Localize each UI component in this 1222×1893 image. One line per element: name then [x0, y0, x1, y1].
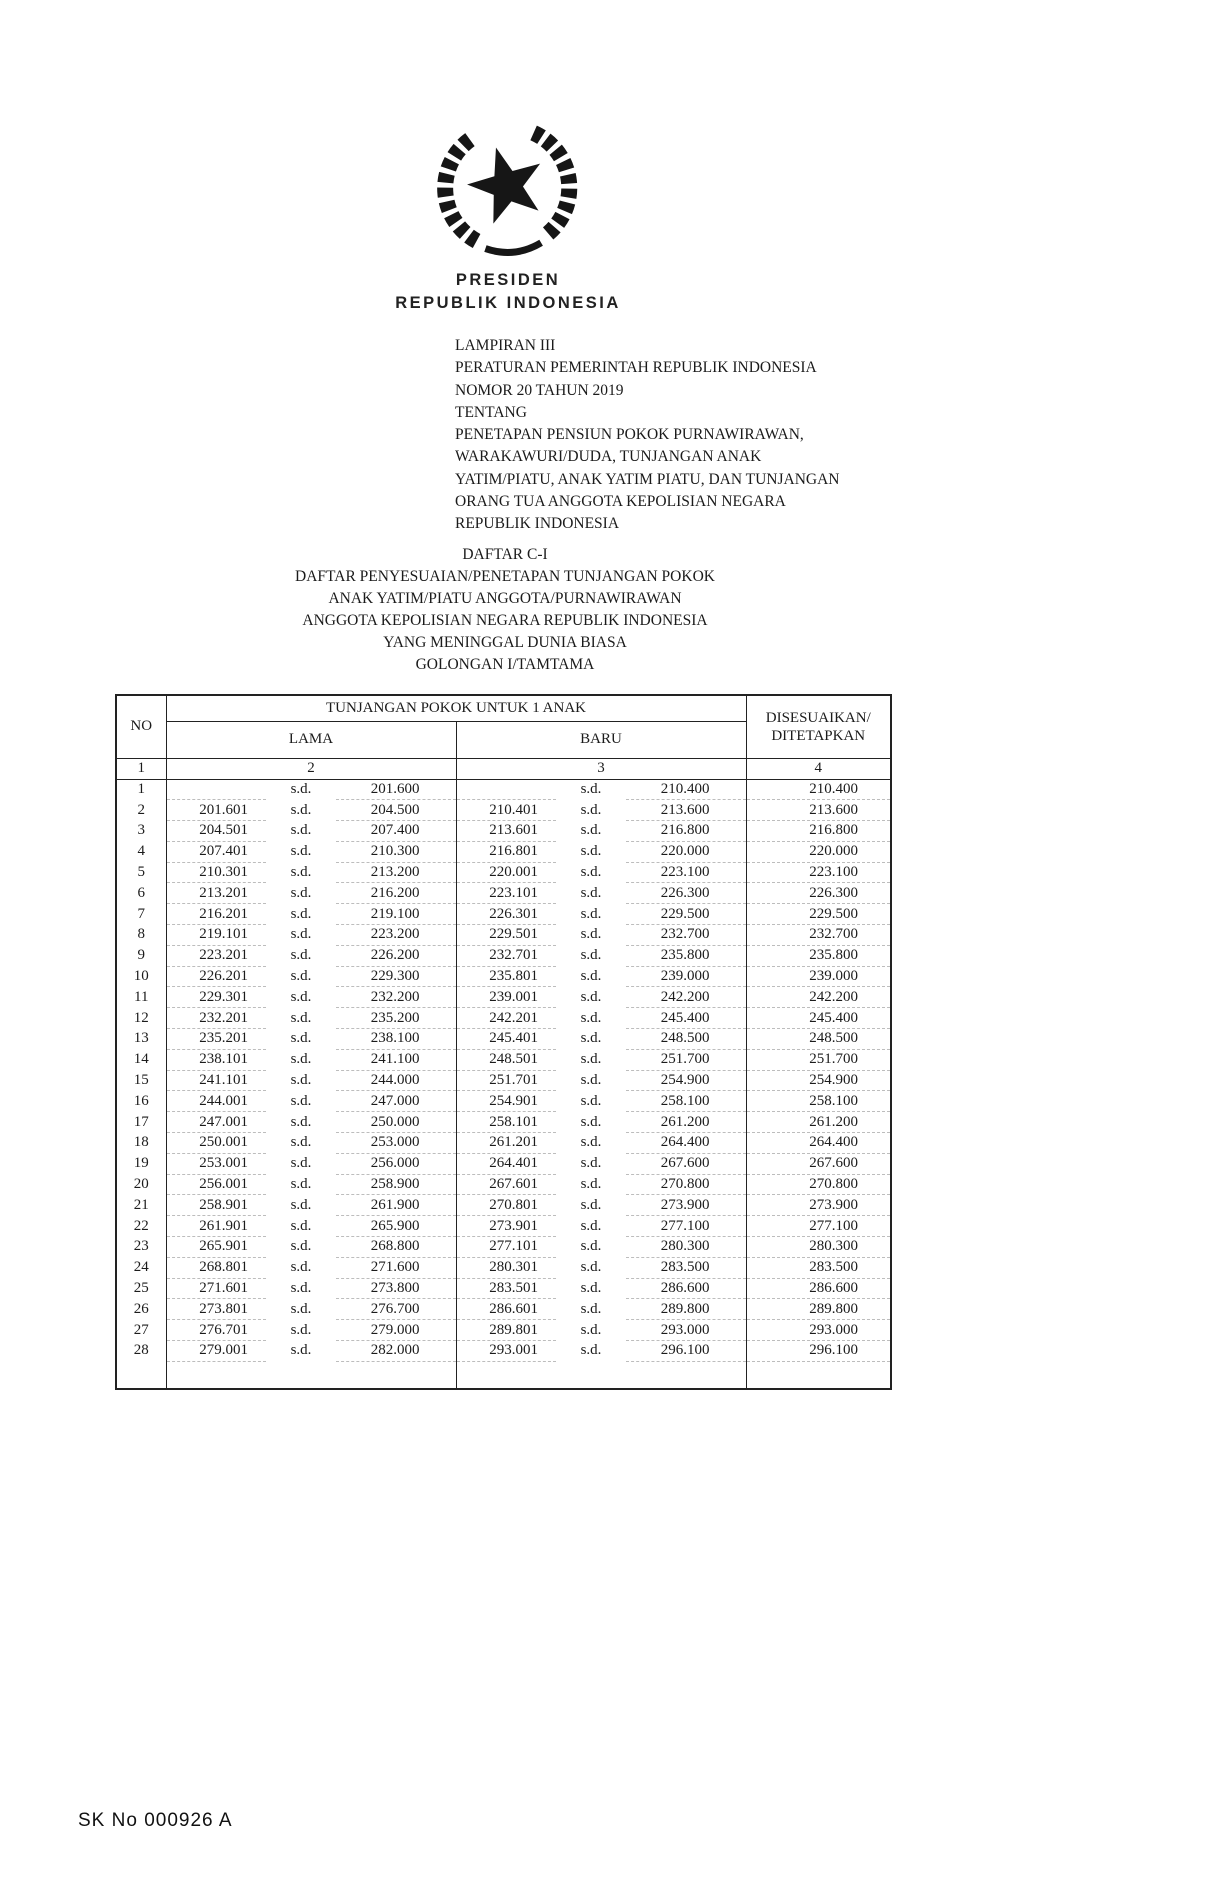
cell-baru-to: 277.100 [626, 1216, 746, 1237]
cell-baru-from: 270.801 [456, 1195, 556, 1216]
cell-disesuaikan: 293.000 [746, 1320, 891, 1341]
cell-baru-to: 226.300 [626, 883, 746, 904]
cell-disesuaikan: 239.000 [746, 966, 891, 987]
cell-baru-from: 277.101 [456, 1237, 556, 1258]
cell-baru-to: 248.500 [626, 1029, 746, 1050]
table-row [116, 1216, 891, 1237]
letterhead [0, 269, 1016, 315]
cell-lama-from: 201.601 [166, 800, 266, 821]
table-row [116, 1008, 891, 1029]
table-row [116, 1112, 891, 1133]
cell-lama-to: 213.200 [336, 862, 456, 883]
cell-disesuaikan: 280.300 [746, 1237, 891, 1258]
cell-lama-from: 223.201 [166, 945, 266, 966]
cell-lama-sd: s.d. [290, 1238, 312, 1255]
filler-cell [116, 1361, 166, 1389]
cell-lama-from: 219.101 [166, 925, 266, 946]
cell-lama-sd: s.d. [290, 1155, 312, 1172]
cell-lama-to: 238.100 [336, 1029, 456, 1050]
cell-no: 28 [116, 1341, 166, 1362]
cell-lama-sd: s.d. [290, 1300, 312, 1317]
table-row [116, 1341, 891, 1362]
cell-baru-sd: s.d. [580, 926, 602, 943]
cell-lama-sd: s.d. [290, 822, 312, 839]
cell-lama-sd: s.d. [290, 1009, 312, 1026]
cell-disesuaikan: 270.800 [746, 1174, 891, 1195]
cell-lama-from: 250.001 [166, 1133, 266, 1154]
cell-baru-from: 232.701 [456, 945, 556, 966]
table-row [116, 800, 891, 821]
cell-baru-to: 242.200 [626, 987, 746, 1008]
table-row [116, 987, 891, 1008]
cell-no: 24 [116, 1257, 166, 1278]
cell-no: 16 [116, 1091, 166, 1112]
cell-baru-sd: s.d. [580, 1176, 602, 1193]
cell-baru-to: 220.000 [626, 841, 746, 862]
cell-baru-sd: s.d. [580, 1300, 602, 1317]
filler-cell [336, 1361, 456, 1389]
cell-baru-from: 242.201 [456, 1008, 556, 1029]
cell-no: 26 [116, 1299, 166, 1320]
cell-baru-sd: s.d. [580, 947, 602, 964]
cell-disesuaikan: 296.100 [746, 1341, 891, 1362]
col-header-disesuaikan-line2: DITETAPKAN [771, 727, 866, 744]
cell-baru-sd: s.d. [580, 1009, 602, 1026]
cell-lama-from: 241.101 [166, 1070, 266, 1091]
cell-baru-to: 273.900 [626, 1195, 746, 1216]
cell-baru-from: 280.301 [456, 1257, 556, 1278]
cell-lama-from: 229.301 [166, 987, 266, 1008]
cell-no: 7 [116, 904, 166, 925]
daftar-line-5: YANG MENINGGAL DUNIA BIASA [383, 634, 627, 652]
lampiran-block [455, 335, 915, 536]
cell-no: 21 [116, 1195, 166, 1216]
table-row [116, 841, 891, 862]
cell-baru-from: 267.601 [456, 1174, 556, 1195]
cell-lama-to: 256.000 [336, 1153, 456, 1174]
cell-no: 8 [116, 925, 166, 946]
cell-baru-sd: s.d. [580, 781, 602, 798]
cell-baru-sd: s.d. [580, 968, 602, 985]
cell-baru-sd: s.d. [580, 1259, 602, 1276]
cell-baru-from: 286.601 [456, 1299, 556, 1320]
cell-baru-to: 210.400 [626, 779, 746, 800]
cell-disesuaikan: 286.600 [746, 1278, 891, 1299]
col-number-1: 1 [116, 758, 166, 779]
cell-baru-sd: s.d. [580, 1217, 602, 1234]
cell-baru-from: 245.401 [456, 1029, 556, 1050]
lampiran-line-4: TENTANG [455, 403, 527, 421]
cell-disesuaikan: 251.700 [746, 1049, 891, 1070]
table-row [116, 945, 891, 966]
cell-disesuaikan: 261.200 [746, 1112, 891, 1133]
table-row [116, 779, 891, 800]
cell-lama-from: 271.601 [166, 1278, 266, 1299]
col-header-no: NO [116, 695, 166, 758]
cell-lama-from: 261.901 [166, 1216, 266, 1237]
cell-no: 1 [116, 779, 166, 800]
lampiran-line-5: PENETAPAN PENSIUN POKOK PURNAWIRAWAN, [455, 426, 804, 444]
cell-disesuaikan: 216.800 [746, 821, 891, 842]
filler-cell [556, 1361, 626, 1389]
cell-lama-sd: s.d. [290, 1113, 312, 1130]
cell-baru-from: 210.401 [456, 800, 556, 821]
cell-baru-to: 293.000 [626, 1320, 746, 1341]
lampiran-line-7: YATIM/PIATU, ANAK YATIM PIATU, DAN TUNJANGAN [455, 470, 840, 488]
cell-disesuaikan: 289.800 [746, 1299, 891, 1320]
cell-no: 25 [116, 1278, 166, 1299]
cell-disesuaikan: 277.100 [746, 1216, 891, 1237]
cell-disesuaikan: 232.700 [746, 925, 891, 946]
lampiran-line-2: PERATURAN PEMERINTAH REPUBLIK INDONESIA [455, 359, 817, 377]
cell-baru-sd: s.d. [580, 1030, 602, 1047]
cell-no: 9 [116, 945, 166, 966]
cell-baru-sd: s.d. [580, 988, 602, 1005]
cell-baru-from: 216.801 [456, 841, 556, 862]
cell-baru-to: 235.800 [626, 945, 746, 966]
col-number-3: 3 [456, 758, 746, 779]
cell-no: 20 [116, 1174, 166, 1195]
cell-baru-from: 213.601 [456, 821, 556, 842]
cell-lama-sd: s.d. [290, 1072, 312, 1089]
cell-no: 3 [116, 821, 166, 842]
lampiran-line-1: LAMPIRAN III [455, 337, 556, 354]
cell-no: 12 [116, 1008, 166, 1029]
cell-disesuaikan: 245.400 [746, 1008, 891, 1029]
cell-lama-to: 223.200 [336, 925, 456, 946]
cell-disesuaikan: 210.400 [746, 779, 891, 800]
cell-lama-to: 229.300 [336, 966, 456, 987]
table-row [116, 1029, 891, 1050]
cell-baru-to: 283.500 [626, 1257, 746, 1278]
cell-lama-sd: s.d. [290, 988, 312, 1005]
daftar-title-block [105, 544, 905, 677]
cell-lama-from: 258.901 [166, 1195, 266, 1216]
lampiran-line-9: REPUBLIK INDONESIA [455, 515, 620, 533]
cell-lama-from: 207.401 [166, 841, 266, 862]
cell-lama-sd: s.d. [290, 1259, 312, 1276]
cell-baru-to: 254.900 [626, 1070, 746, 1091]
cell-baru-from: 251.701 [456, 1070, 556, 1091]
cell-lama-from: 226.201 [166, 966, 266, 987]
cell-no: 15 [116, 1070, 166, 1091]
cell-no: 10 [116, 966, 166, 987]
cell-lama-sd: s.d. [290, 968, 312, 985]
cell-baru-sd: s.d. [580, 864, 602, 881]
table-row [116, 1320, 891, 1341]
letterhead-line-presiden: PRESIDEN [455, 271, 561, 289]
cell-lama-sd: s.d. [290, 905, 312, 922]
col-header-baru: BARU [456, 721, 746, 758]
cell-lama-sd: s.d. [290, 1092, 312, 1109]
cell-baru-sd: s.d. [580, 905, 602, 922]
cell-baru-to: 216.800 [626, 821, 746, 842]
cell-no: 17 [116, 1112, 166, 1133]
daftar-line-6: GOLONGAN I/TAMTAMA [415, 656, 595, 674]
cell-disesuaikan: 248.500 [746, 1029, 891, 1050]
cell-baru-to: 258.100 [626, 1091, 746, 1112]
cell-lama-sd: s.d. [290, 1030, 312, 1047]
cell-baru-to: 223.100 [626, 862, 746, 883]
cell-lama-to: 279.000 [336, 1320, 456, 1341]
cell-lama-from: 216.201 [166, 904, 266, 925]
cell-lama-sd: s.d. [290, 864, 312, 881]
col-header-span-title: TUNJANGAN POKOK UNTUK 1 ANAK [166, 695, 746, 721]
cell-lama-sd: s.d. [290, 1342, 312, 1359]
cell-lama-from: 204.501 [166, 821, 266, 842]
tunjangan-table [115, 694, 892, 1390]
cell-disesuaikan: 213.600 [746, 800, 891, 821]
presidential-seal-icon [428, 108, 586, 264]
cell-disesuaikan: 223.100 [746, 862, 891, 883]
cell-baru-from: 254.901 [456, 1091, 556, 1112]
cell-lama-sd: s.d. [290, 926, 312, 943]
lampiran-line-3: NOMOR 20 TAHUN 2019 [455, 381, 624, 399]
cell-baru-from: 248.501 [456, 1049, 556, 1070]
cell-lama-from: 238.101 [166, 1049, 266, 1070]
cell-disesuaikan: 229.500 [746, 904, 891, 925]
table-row [116, 1195, 891, 1216]
cell-baru-from: 261.201 [456, 1133, 556, 1154]
filler-cell [626, 1361, 746, 1389]
lampiran-line-8: ORANG TUA ANGGOTA KEPOLISIAN NEGARA [455, 493, 786, 511]
cell-disesuaikan: 273.900 [746, 1195, 891, 1216]
cell-disesuaikan: 242.200 [746, 987, 891, 1008]
cell-disesuaikan: 258.100 [746, 1091, 891, 1112]
cell-lama-to: 261.900 [336, 1195, 456, 1216]
cell-baru-from: 226.301 [456, 904, 556, 925]
table-row [116, 1133, 891, 1154]
cell-lama-sd: s.d. [290, 1176, 312, 1193]
cell-lama-sd: s.d. [290, 1321, 312, 1338]
cell-disesuaikan: 283.500 [746, 1257, 891, 1278]
table-row [116, 1257, 891, 1278]
cell-baru-sd: s.d. [580, 1238, 602, 1255]
cell-baru-sd: s.d. [580, 1155, 602, 1172]
cell-lama-sd: s.d. [290, 1196, 312, 1213]
cell-no: 23 [116, 1237, 166, 1258]
cell-lama-sd: s.d. [290, 1051, 312, 1068]
table-row [116, 1237, 891, 1258]
cell-lama-to: 258.900 [336, 1174, 456, 1195]
cell-lama-sd: s.d. [290, 884, 312, 901]
table-filler-row [116, 1361, 891, 1389]
cell-baru-sd: s.d. [580, 884, 602, 901]
cell-baru-sd: s.d. [580, 801, 602, 818]
cell-no: 6 [116, 883, 166, 904]
cell-lama-sd: s.d. [290, 947, 312, 964]
cell-no: 27 [116, 1320, 166, 1341]
cell-baru-sd: s.d. [580, 843, 602, 860]
cell-lama-from: 273.801 [166, 1299, 266, 1320]
cell-lama-to: 219.100 [336, 904, 456, 925]
cell-baru-sd: s.d. [580, 1072, 602, 1089]
cell-baru-sd: s.d. [580, 1051, 602, 1068]
table-row [116, 1091, 891, 1112]
cell-no: 5 [116, 862, 166, 883]
cell-baru-sd: s.d. [580, 1092, 602, 1109]
cell-lama-to: 204.500 [336, 800, 456, 821]
cell-lama-from: 279.001 [166, 1341, 266, 1362]
cell-lama-sd: s.d. [290, 843, 312, 860]
cell-baru-sd: s.d. [580, 1342, 602, 1359]
cell-disesuaikan: 267.600 [746, 1153, 891, 1174]
letterhead-line-republik: REPUBLIK INDONESIA [395, 294, 621, 312]
cell-baru-to: 289.800 [626, 1299, 746, 1320]
cell-no: 22 [116, 1216, 166, 1237]
table-row [116, 883, 891, 904]
cell-lama-from: 247.001 [166, 1112, 266, 1133]
cell-lama-from: 268.801 [166, 1257, 266, 1278]
cell-lama-to: 282.000 [336, 1341, 456, 1362]
cell-lama-to: 247.000 [336, 1091, 456, 1112]
col-number-4: 4 [746, 758, 891, 779]
cell-lama-to: 250.000 [336, 1112, 456, 1133]
cell-baru-from: 273.901 [456, 1216, 556, 1237]
cell-lama-to: 216.200 [336, 883, 456, 904]
cell-baru-sd: s.d. [580, 1280, 602, 1297]
cell-baru-from [456, 779, 556, 800]
cell-no: 14 [116, 1049, 166, 1070]
cell-lama-from: 265.901 [166, 1237, 266, 1258]
cell-disesuaikan: 226.300 [746, 883, 891, 904]
cell-lama-to: 244.000 [336, 1070, 456, 1091]
table-row [116, 862, 891, 883]
lampiran-line-6: WARAKAWURI/DUDA, TUNJANGAN ANAK [455, 448, 762, 466]
cell-lama-sd: s.d. [290, 1134, 312, 1151]
filler-cell [456, 1361, 556, 1389]
table-row [116, 1299, 891, 1320]
cell-lama-from: 213.201 [166, 883, 266, 904]
table-row [116, 1278, 891, 1299]
table-row [116, 966, 891, 987]
cell-lama-to: 265.900 [336, 1216, 456, 1237]
table-row [116, 1070, 891, 1091]
cell-lama-from [166, 779, 266, 800]
table-row [116, 821, 891, 842]
cell-baru-sd: s.d. [580, 822, 602, 839]
daftar-line-3: ANAK YATIM/PIATU ANGGOTA/PURNAWIRAWAN [328, 590, 682, 608]
cell-baru-from: 258.101 [456, 1112, 556, 1133]
cell-lama-from: 276.701 [166, 1320, 266, 1341]
cell-baru-sd: s.d. [580, 1113, 602, 1130]
cell-baru-sd: s.d. [580, 1196, 602, 1213]
cell-baru-to: 267.600 [626, 1153, 746, 1174]
cell-no: 2 [116, 800, 166, 821]
cell-lama-to: 210.300 [336, 841, 456, 862]
filler-cell [166, 1361, 266, 1389]
daftar-line-2: DAFTAR PENYESUAIAN/PENETAPAN TUNJANGAN POKOK [295, 568, 715, 586]
cell-lama-to: 235.200 [336, 1008, 456, 1029]
cell-disesuaikan: 254.900 [746, 1070, 891, 1091]
cell-no: 11 [116, 987, 166, 1008]
cell-disesuaikan: 235.800 [746, 945, 891, 966]
cell-disesuaikan: 264.400 [746, 1133, 891, 1154]
daftar-line-1: DAFTAR C-I [462, 546, 548, 563]
cell-lama-from: 210.301 [166, 862, 266, 883]
col-number-2: 2 [166, 758, 456, 779]
cell-baru-to: 245.400 [626, 1008, 746, 1029]
cell-baru-from: 220.001 [456, 862, 556, 883]
cell-baru-from: 264.401 [456, 1153, 556, 1174]
cell-baru-to: 280.300 [626, 1237, 746, 1258]
cell-baru-from: 223.101 [456, 883, 556, 904]
cell-baru-to: 296.100 [626, 1341, 746, 1362]
cell-baru-from: 289.801 [456, 1320, 556, 1341]
cell-lama-sd: s.d. [290, 781, 312, 798]
cell-baru-from: 293.001 [456, 1341, 556, 1362]
cell-baru-from: 283.501 [456, 1278, 556, 1299]
cell-lama-from: 253.001 [166, 1153, 266, 1174]
cell-baru-sd: s.d. [580, 1134, 602, 1151]
table-row [116, 1153, 891, 1174]
cell-no: 13 [116, 1029, 166, 1050]
cell-lama-to: 226.200 [336, 945, 456, 966]
cell-no: 19 [116, 1153, 166, 1174]
filler-cell [266, 1361, 336, 1389]
table-row [116, 925, 891, 946]
col-header-disesuaikan [746, 695, 891, 758]
cell-lama-to: 253.000 [336, 1133, 456, 1154]
daftar-line-4: ANGGOTA KEPOLISIAN NEGARA REPUBLIK INDONESIA [302, 612, 708, 630]
cell-lama-to: 276.700 [336, 1299, 456, 1320]
cell-lama-to: 201.600 [336, 779, 456, 800]
cell-lama-from: 235.201 [166, 1029, 266, 1050]
cell-lama-to: 268.800 [336, 1237, 456, 1258]
table-row [116, 1049, 891, 1070]
table-row [116, 1174, 891, 1195]
cell-baru-to: 286.600 [626, 1278, 746, 1299]
cell-lama-sd: s.d. [290, 801, 312, 818]
cell-lama-to: 241.100 [336, 1049, 456, 1070]
cell-baru-from: 229.501 [456, 925, 556, 946]
cell-baru-to: 213.600 [626, 800, 746, 821]
cell-lama-sd: s.d. [290, 1217, 312, 1234]
cell-no: 18 [116, 1133, 166, 1154]
cell-baru-to: 232.700 [626, 925, 746, 946]
cell-baru-to: 270.800 [626, 1174, 746, 1195]
cell-lama-to: 207.400 [336, 821, 456, 842]
cell-lama-to: 232.200 [336, 987, 456, 1008]
cell-lama-to: 271.600 [336, 1257, 456, 1278]
cell-baru-from: 235.801 [456, 966, 556, 987]
cell-lama-to: 273.800 [336, 1278, 456, 1299]
cell-baru-to: 229.500 [626, 904, 746, 925]
cell-lama-sd: s.d. [290, 1280, 312, 1297]
cell-baru-to: 251.700 [626, 1049, 746, 1070]
doc-control-number: SK No 000926 A [78, 1810, 233, 1831]
col-header-lama: LAMA [166, 721, 456, 758]
cell-lama-from: 232.201 [166, 1008, 266, 1029]
cell-baru-from: 239.001 [456, 987, 556, 1008]
col-header-disesuaikan-line1: DISESUAIKAN/ [765, 709, 871, 726]
cell-lama-from: 256.001 [166, 1174, 266, 1195]
cell-baru-to: 239.000 [626, 966, 746, 987]
cell-baru-sd: s.d. [580, 1321, 602, 1338]
cell-disesuaikan: 220.000 [746, 841, 891, 862]
cell-baru-to: 261.200 [626, 1112, 746, 1133]
cell-no: 4 [116, 841, 166, 862]
filler-cell [746, 1361, 891, 1389]
table-row [116, 904, 891, 925]
cell-lama-from: 244.001 [166, 1091, 266, 1112]
cell-baru-to: 264.400 [626, 1133, 746, 1154]
